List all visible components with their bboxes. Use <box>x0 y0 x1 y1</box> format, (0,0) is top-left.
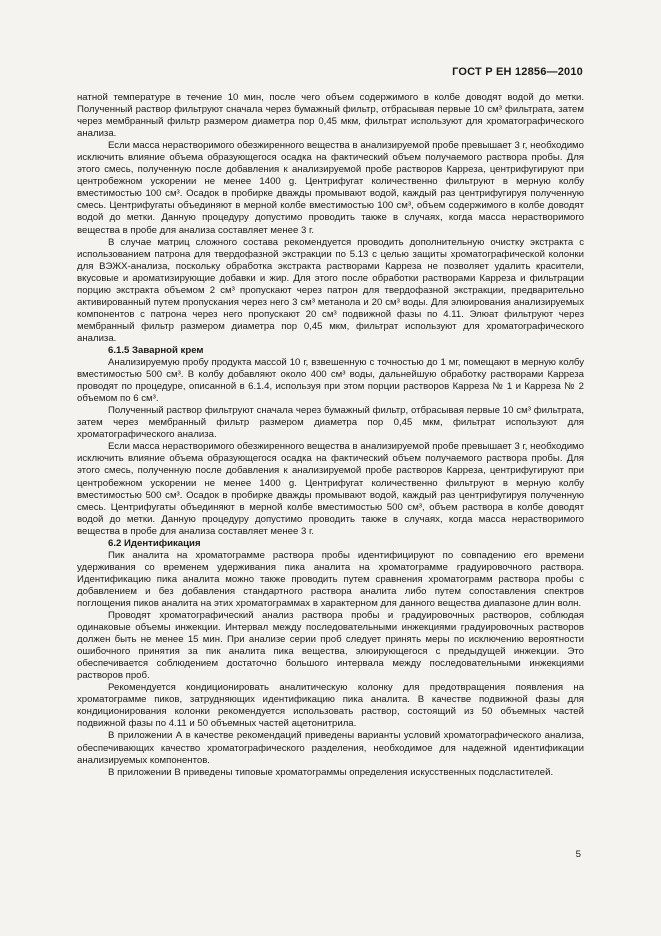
paragraph: натной температуре в течение 10 мин, после чего объем содержимого в колбе доводят водой до метки. Полученный раствор фильтруют сначала через бумажный фильтр, отбрасывая первые 10 см³ фильтрата, затем через мембранный фильтр размером диаметра пор 0,45 мкм, фильтрат используют для хроматографического анализа. <box>77 92 584 140</box>
section-heading: 6.2 Идентификация <box>108 537 201 549</box>
page-number: 5 <box>575 849 581 860</box>
paragraph: Рекомендуется кондиционировать аналитическую колонку для предотвращения появления на хроматограмме пиков, затрудняющих идентификацию пика аналита. В качестве подвижной фазы для кондиционирования колонки рекомендуется использовать раствор, состоящий из 50 объемных частей подвижной фазы по 4.11 и 50 объемных частей ацетонитрила. <box>77 682 584 730</box>
paragraph: Анализируемую пробу продукта массой 10 г, взвешенную с точностью до 1 мг, помещают в мерную колбу вместимостью 500 см³. В колбу добавляют около 400 см³ воды, дальнейшую обработку растворами Карреза проводят по процедуре, описанной в 6.1.4, используя при этом порции растворов Карреза № 1 и Карреза № 2 объемом по 6 см³. <box>77 357 584 405</box>
paragraph: Если масса нерастворимого обезжиренного вещества в анализируемой пробе превышает 3 г, необходимо исключить влияние объема образующегося осадка на фактический объем получаемого раствора пробы. Для этого смесь, полученную после добавления к анализируемой пробе растворов Карреза, центрифугируют при центробежном ускорении не менее 1400 g. Центрифугат количественно фильтруют в мерную колбу вместимостью 100 см³. Осадок в пробирке дважды промывают водой, каждый раз центрифугируя полученную смесь. Центрифугаты объединяют в мерной колбе вместимостью 100 см³, объем содержимого в колбе доводят водой до метки. Данную процедуру допустимо проводить также в случаях, когда масса нерастворимого вещества в пробе для анализа составляет менее 3 г. <box>77 140 584 236</box>
paragraph: Полученный раствор фильтруют сначала через бумажный фильтр, отбрасывая первые 10 см³ фильтрата, затем через мембранный фильтр размером диаметра пор 0,45 мкм, фильтрат используют для хроматографического анализа. <box>77 405 584 441</box>
paragraph: Проводят хроматографический анализ раствора пробы и градуировочных растворов, соблюдая одинаковые объемы инжекции. Интервал между последовательными инжекциями градуировочных растворов должен быть не менее 15 мин. При анализе серии проб следует принять меры по исключению вероятности ошибочного принятия за пик аналита пика вещества, элюирующегося с предыдущей инжекции. Это обеспечивается соблюдением достаточно большого интервала между последовательными инжекциями растворов проб. <box>77 610 584 682</box>
paragraph: Если масса нерастворимого обезжиренного вещества в анализируемой пробе превышает 3 г, необходимо исключить влияние объема образующегося осадка на фактический объем получаемого раствора пробы. Для этого смесь, полученную после добавления к анализируемой пробе растворов Карреза, центрифугируют при центробежном ускорении не менее 1400 g. Центрифугат количественно фильтруют в мерную колбу вместимостью 500 см³. Осадок в пробирке дважды промывают водой, каждый раз центрифугируя полученную смесь. Центрифугаты объединяют в мерной колбе вместимостью 500 см³, объем раствора в колбе доводят водой до метки. Данную процедуру допустимо проводить также в случаях, когда масса нерастворимого вещества в пробе для анализа составляет менее 3 г. <box>77 441 584 537</box>
paragraph: В приложении В приведены типовые хроматограммы определения искусственных подсластителей. <box>108 766 554 778</box>
paragraph: В случае матриц сложного состава рекомендуется проводить дополнительную очистку экстракта с использованием патрона для твердофазной экстракции по 5.13 с целью защиты хроматографической колонки для ВЭЖХ-анализа, поскольку обработка экстракта растворами Карреза не позволяет удалить красители, вкусовые и ароматизирующие добавки и жир. Для этого после обработки растворами Карреза и фильтрации порцию экстракта объемом 2 см³ пропускают через патрон для твердофазной экстракции, предварительно активированный путем пропускания через него 3 см³ метанола и 20 см³ воды. Для элюирования анализируемых компонентов с патрона через него пропускают 20 см³ подвижной фазы по 4.11. Элюат фильтруют через мембранный фильтр размером диаметра пор 0,45 мкм, фильтрат используют для хроматографического анализа. <box>77 236 584 344</box>
subsection-heading: 6.1.5 Заварной крем <box>108 344 204 356</box>
paragraph: Пик аналита на хроматограмме раствора пробы идентифицируют по совпадению его времени удерживания со временем удерживания пика аналита на хроматограмме градуировочного раствора. Идентификацию пика аналита можно также проводить путем сравнения хроматограмм раствора пробы с добавлением и без добавления стандартного раствора аналита либо путем сопоставления спектров поглощения пиков аналита на этих хроматограммах в характерном для данного вещества диапазоне длин волн. <box>77 549 584 609</box>
paragraph: В приложении А в качестве рекомендаций приведены варианты условий хроматографического анализа, обеспечивающих качество хроматографического разделения, необходимое для надежной идентификации анализируемых компонентов. <box>77 730 584 766</box>
body-text <box>77 92 584 779</box>
standard-code: ГОСТ Р ЕН 12856—2010 <box>452 66 583 78</box>
